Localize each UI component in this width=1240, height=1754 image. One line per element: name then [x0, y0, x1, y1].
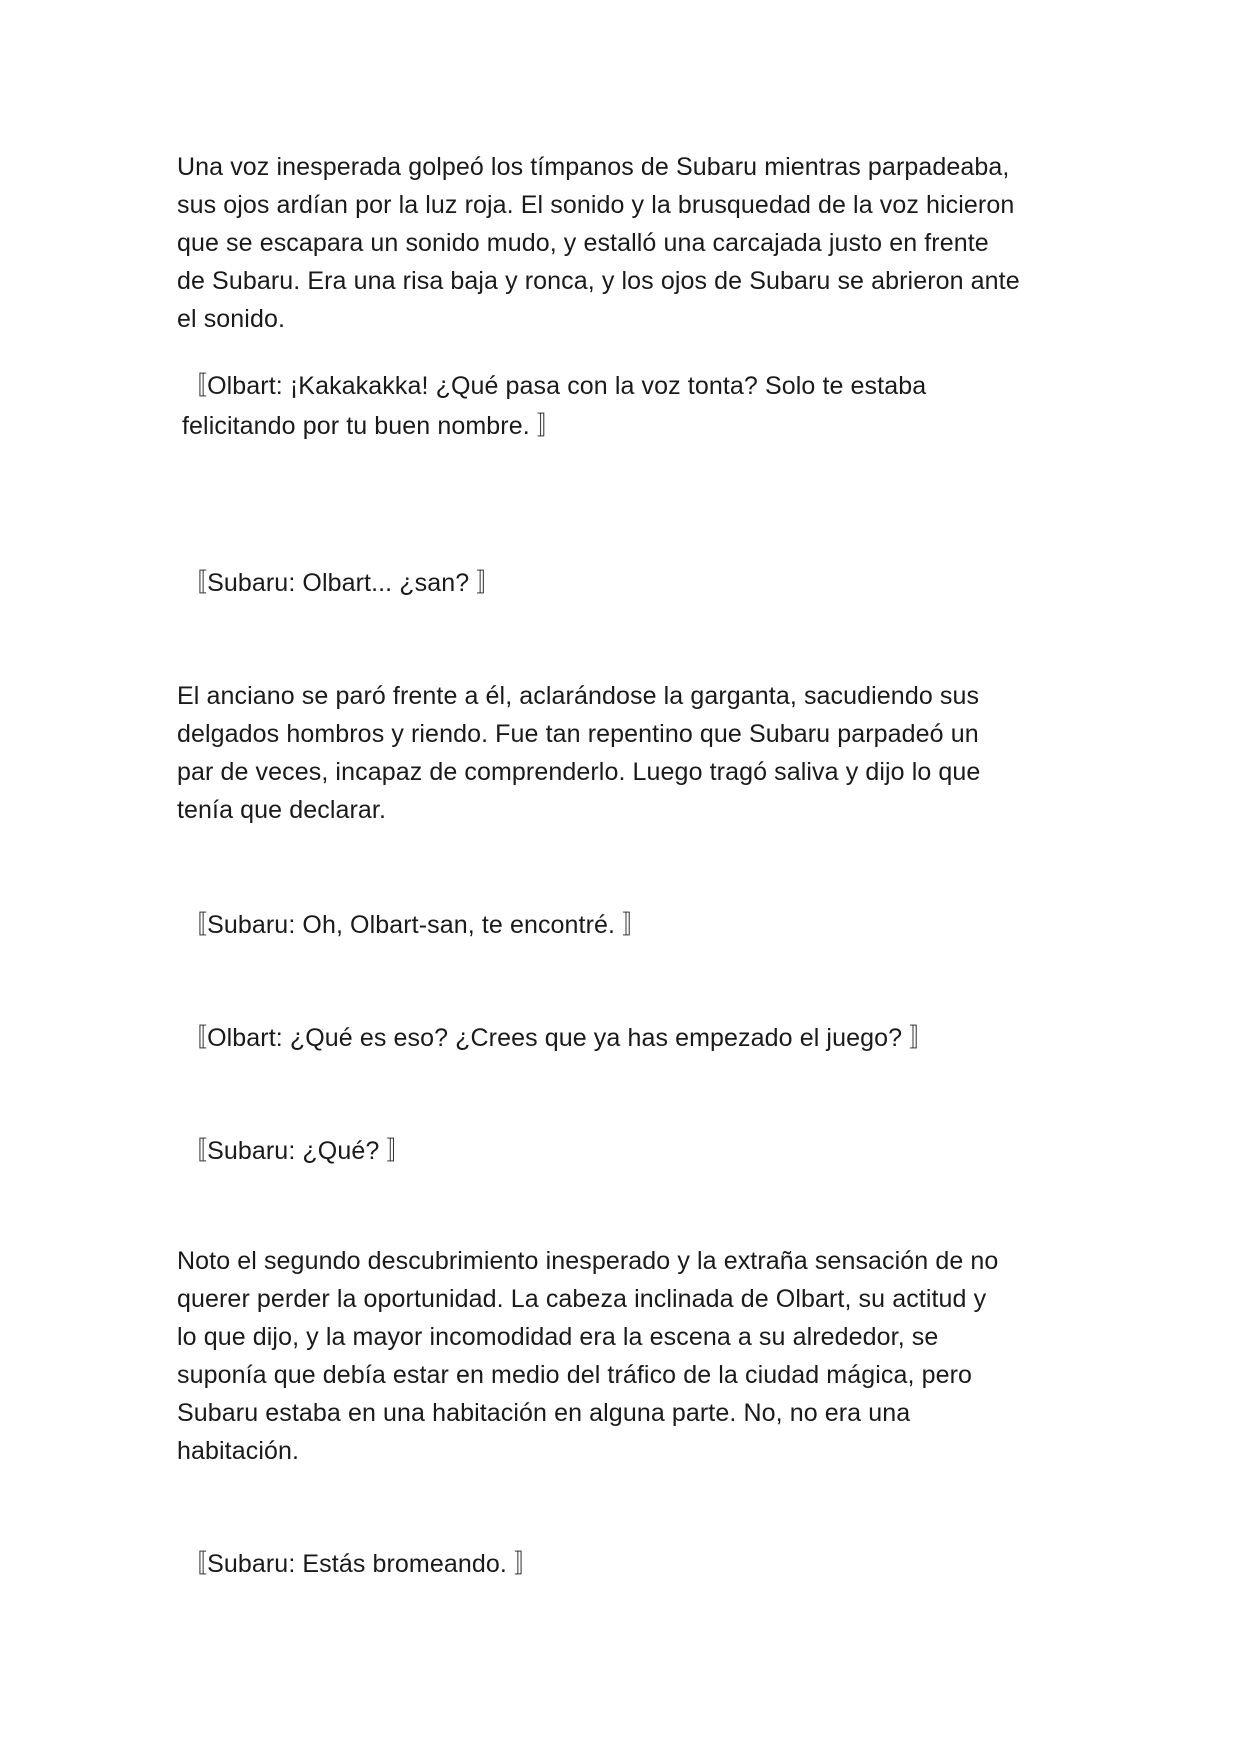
narration-paragraph-1: Una voz inesperada golpeó los tímpanos de Subaru mientras parpadeaba, sus ojos ardían por la luz roja. El sonido y la brusquedad de la voz hicieron que se escapara un sonido mudo, y estalló una carcajada justo en frente de Subaru. Era una risa baja y ronca, y los ojos de Subaru se abrieron ante el sonido.: [177, 153, 1020, 333]
dialogue-subaru-4: 〚Subaru: Estás bromeando. 〛: [182, 1550, 540, 1578]
dialogue-subaru-2: 〚Subaru: Oh, Olbart-san, te encontré. 〛: [182, 911, 648, 939]
dialogue-olbart-1: 〚Olbart: ¡Kakakakka! ¿Qué pasa con la voz tonta? Solo te estaba felicitando por tu buen nombre. 〛: [182, 372, 927, 440]
dialogue-olbart-2: 〚Olbart: ¿Qué es eso? ¿Crees que ya has empezado el juego? 〛: [182, 1024, 935, 1052]
dialogue-subaru-3: 〚Subaru: ¿Qué? 〛: [182, 1137, 412, 1165]
narration-paragraph-3: Noto el segundo descubrimiento inesperado y la extraña sensación de no querer perder la oportunidad. La cabeza inclinada de Olbart, su actitud y lo que dijo, y la mayor incomodidad era la escena a su alrededor, se suponía que debía estar en medio del tráfico de la ciudad mágica, pero Subaru estaba en una habitación en alguna parte. No, no era una habitación.: [177, 1247, 999, 1465]
narration-paragraph-2: El anciano se paró frente a él, aclarándose la garganta, sacudiendo sus delgados hombros y riendo. Fue tan repentino que Subaru parpadeó un par de veces, incapaz de comprenderlo. Luego tragó saliva y dijo lo que tenía que declarar.: [177, 682, 981, 824]
dialogue-subaru-1: 〚Subaru: Olbart... ¿san? 〛: [182, 569, 502, 597]
